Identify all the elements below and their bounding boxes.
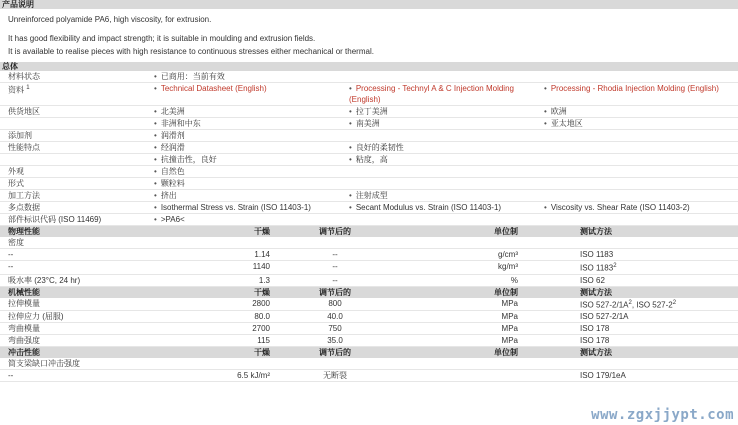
value-text: 已商用：当前有效 — [160, 72, 225, 81]
value-text: Viscosity vs. Shear Rate (ISO 11403-2) — [550, 203, 690, 212]
dry-value: 2700 — [252, 324, 270, 334]
property-label: 吸水率 (23°C, 24 hr) — [8, 275, 81, 285]
general-row — [0, 118, 738, 130]
section-header-physical — [0, 226, 738, 237]
impact-table — [0, 358, 738, 382]
row-label — [0, 118, 154, 129]
row-value — [154, 130, 349, 141]
value-text: 南美洲 — [355, 119, 380, 128]
dry-value — [154, 237, 270, 248]
row-label: 多点数据 — [8, 203, 40, 212]
row-value — [154, 166, 349, 177]
bullet-icon: • — [349, 143, 352, 152]
row-value — [544, 166, 734, 177]
value-text: 自然色 — [160, 167, 185, 176]
bullet-icon: • — [154, 155, 157, 164]
col-conditioned-header: 调节后的 — [319, 348, 351, 358]
datasheet-link[interactable] — [349, 83, 544, 105]
value-text: Technical Datasheet (English) — [160, 84, 267, 93]
row-value — [349, 154, 544, 165]
value-text: 颗粒料 — [160, 179, 185, 188]
row-label: 供货地区 — [8, 107, 40, 116]
row-value — [544, 118, 734, 129]
col-method-header: 测试方法 — [580, 287, 612, 297]
col-unit-header: 单位制 — [494, 227, 518, 236]
unit-value — [400, 358, 518, 369]
impact-row — [0, 370, 738, 382]
conditioned-value: 750 — [328, 324, 342, 334]
property-label: -- — [8, 262, 14, 271]
value-text: 亚太地区 — [550, 119, 583, 128]
bullet-icon: • — [154, 131, 157, 140]
row-value — [154, 71, 349, 82]
datasheet-link[interactable] — [154, 83, 349, 105]
bullet-icon: • — [154, 107, 157, 116]
value-text: Processing - Technyl A & C Injection Molding (English) — [349, 84, 514, 104]
row-value — [349, 178, 544, 189]
datasheet-link[interactable] — [544, 83, 734, 105]
row-value — [349, 142, 544, 153]
row-value — [349, 106, 544, 117]
bullet-icon: • — [154, 143, 157, 152]
bullet-icon: • — [544, 203, 547, 212]
unit-value: MPa — [501, 312, 518, 322]
row-value — [349, 71, 544, 82]
physical-row — [0, 249, 738, 261]
row-value — [154, 106, 349, 117]
bullet-icon: • — [349, 191, 352, 200]
value-text: 挤出 — [160, 191, 177, 200]
bullet-icon: • — [349, 155, 352, 164]
test-method: ISO 527-2/1A — [580, 312, 629, 322]
mechanical-title: 机械性能 — [8, 287, 40, 297]
row-value — [154, 202, 349, 213]
test-method: ISO 1183$^2$ — [580, 263, 617, 273]
impact-row — [0, 358, 738, 370]
row-value — [349, 166, 544, 177]
mechanical-table — [0, 298, 738, 348]
bullet-icon: • — [154, 179, 157, 188]
test-method: ISO 179/1eA — [580, 371, 626, 381]
physical-row — [0, 237, 738, 249]
row-value — [349, 118, 544, 129]
bullet-icon: • — [544, 84, 547, 93]
bullet-icon: • — [154, 203, 157, 212]
row-value — [349, 190, 544, 201]
col-dry-header: 干燥 — [254, 348, 270, 358]
value-text: Secant Modulus vs. Strain (ISO 11403-1) — [355, 203, 502, 212]
property-label: 拉伸模量 — [8, 298, 40, 308]
physical-row — [0, 261, 738, 275]
conditioned-value: 无断裂 — [323, 371, 347, 381]
unit-value: MPa — [501, 324, 518, 334]
value-text: 北美洲 — [160, 107, 185, 116]
conditioned-value: -- — [332, 262, 338, 271]
value-text: Isothermal Stress vs. Strain (ISO 11403-1) — [160, 203, 311, 212]
section-header-product-desc: 产品说明 — [0, 0, 738, 9]
row-label: 形式 — [8, 179, 24, 188]
bullet-icon: • — [544, 119, 547, 128]
row-label: 外观 — [8, 167, 24, 176]
physical-title: 物理性能 — [8, 227, 40, 236]
dry-value: 1.14 — [254, 250, 270, 259]
unit-value: g/cm³ — [498, 250, 518, 259]
value-text: 粘度，高 — [355, 155, 388, 164]
row-value — [349, 202, 544, 213]
general-row — [0, 106, 738, 118]
row-value — [544, 106, 734, 117]
value-text: 欧洲 — [550, 107, 567, 116]
row-value — [544, 190, 734, 201]
row-value — [544, 178, 734, 189]
conditioned-value: 35.0 — [327, 336, 343, 346]
property-label: -- — [8, 371, 14, 381]
dry-value — [154, 358, 270, 369]
dry-value: 1140 — [252, 262, 270, 271]
general-row — [0, 71, 738, 83]
unit-value: % — [510, 275, 518, 285]
test-method: ISO 62 — [580, 275, 605, 285]
property-label: 密度 — [8, 238, 24, 247]
unit-value: MPa — [501, 336, 518, 346]
unit-value: MPa — [501, 298, 518, 308]
row-label: 添加剂 — [8, 131, 32, 140]
col-dry-header: 干燥 — [254, 287, 270, 297]
dry-value: 115 — [257, 336, 270, 346]
mechanical-row — [0, 311, 738, 323]
general-row — [0, 202, 738, 214]
dry-value: 2800 — [252, 298, 270, 308]
conditioned-value: 40.0 — [327, 312, 343, 322]
conditioned-value — [270, 237, 400, 248]
property-label: -- — [8, 250, 14, 259]
general-row — [0, 142, 738, 154]
row-label: 材料状态 — [8, 72, 40, 81]
value-text: 非洲和中东 — [160, 119, 201, 128]
row-label — [0, 154, 154, 165]
dry-value: 6.5 kJ/m² — [237, 371, 270, 381]
test-method — [518, 358, 710, 369]
bullet-icon: • — [349, 119, 352, 128]
dry-value: 80.0 — [254, 312, 270, 322]
section-header-impact — [0, 347, 738, 358]
value-text: 注射成型 — [355, 191, 388, 200]
row-value — [154, 118, 349, 129]
row-value — [154, 190, 349, 201]
general-row — [0, 166, 738, 178]
row-label: 加工方法 — [8, 191, 40, 200]
test-method: ISO 178 — [580, 336, 610, 346]
impact-title: 冲击性能 — [8, 348, 40, 358]
test-method: ISO $527-2/1A^2$, ISO $527-2^2$ — [580, 299, 677, 310]
bullet-icon: • — [154, 167, 157, 176]
bullet-icon: • — [349, 107, 352, 116]
unit-value — [400, 237, 518, 248]
conditioned-value — [270, 358, 400, 369]
value-text: 经润滑 — [160, 143, 185, 152]
general-row — [0, 178, 738, 190]
conditioned-value: 800 — [328, 298, 342, 308]
row-value — [154, 214, 349, 225]
col-unit-header: 单位制 — [494, 348, 518, 358]
test-method — [518, 237, 710, 248]
row-value — [349, 214, 544, 225]
property-label: 弯曲模量 — [8, 324, 40, 334]
bullet-icon: • — [154, 84, 157, 93]
physical-table — [0, 237, 738, 287]
general-row — [0, 214, 738, 226]
value-text: 拉丁美洲 — [355, 107, 388, 116]
col-unit-header: 单位制 — [494, 287, 518, 297]
mechanical-row — [0, 323, 738, 335]
bullet-icon: • — [154, 191, 157, 200]
bullet-icon: • — [154, 119, 157, 128]
value-text: 润滑剂 — [160, 131, 185, 140]
bullet-icon: • — [154, 72, 157, 81]
row-value — [544, 214, 734, 225]
col-dry-header: 干燥 — [254, 227, 270, 236]
row-value — [544, 142, 734, 153]
test-method: ISO 178 — [580, 324, 610, 334]
desc-line: It is available to realise pieces with high resistance to continuous stresses either mechanical or thermal. — [8, 47, 374, 56]
section-header-mechanical — [0, 287, 738, 298]
row-value — [544, 154, 734, 165]
bullet-icon: • — [544, 107, 547, 116]
col-conditioned-header: 调节后的 — [319, 287, 351, 297]
row-value — [349, 130, 544, 141]
property-label: 弯曲强度 — [8, 336, 40, 346]
conditioned-value: -- — [332, 250, 338, 259]
general-row — [0, 83, 738, 106]
dry-value: 1.3 — [258, 275, 270, 285]
row-value — [544, 202, 734, 213]
bullet-icon: • — [349, 84, 352, 93]
section-header-general: 总体 — [0, 62, 738, 71]
general-row — [0, 130, 738, 142]
col-method-header: 测试方法 — [580, 227, 612, 236]
unit-value — [400, 370, 518, 381]
value-text: >PA6< — [160, 215, 185, 224]
unit-value: kg/m³ — [498, 262, 518, 271]
row-value — [154, 178, 349, 189]
product-description — [0, 9, 738, 58]
row-value — [154, 142, 349, 153]
row-value — [544, 130, 734, 141]
col-method-header: 测试方法 — [580, 348, 612, 358]
row-label: 性能特点 — [8, 143, 40, 152]
property-label: 拉伸应力 (屈服) — [8, 312, 64, 322]
test-method: ISO 1183 — [580, 250, 614, 259]
value-text: 抗撞击性，良好 — [160, 155, 217, 164]
conditioned-value: -- — [332, 275, 338, 285]
property-label: 简支梁缺口冲击强度 — [8, 359, 80, 369]
row-label: 部件标识代码 (ISO 11469) — [8, 215, 102, 224]
desc-line: Unreinforced polyamide PA6, high viscosity, for extrusion. — [8, 15, 212, 24]
mechanical-row — [0, 335, 738, 347]
bullet-icon: • — [349, 203, 352, 212]
physical-row — [0, 275, 738, 287]
row-label: 资料 $^1$ — [8, 85, 30, 95]
general-row — [0, 154, 738, 166]
value-text: Processing - Rhodia Injection Molding (English) — [550, 84, 719, 93]
row-value — [544, 71, 734, 82]
general-table — [0, 71, 738, 226]
mechanical-row — [0, 298, 738, 312]
watermark: www.zgxjjypt.com — [591, 407, 734, 423]
bullet-icon: • — [154, 215, 157, 224]
general-row — [0, 190, 738, 202]
value-text: 良好的柔韧性 — [355, 143, 404, 152]
desc-line: It has good flexibility and impact strength; it is suitable in moulding and extrusion fields. — [8, 34, 316, 43]
row-value — [154, 154, 349, 165]
col-conditioned-header: 调节后的 — [319, 227, 351, 236]
